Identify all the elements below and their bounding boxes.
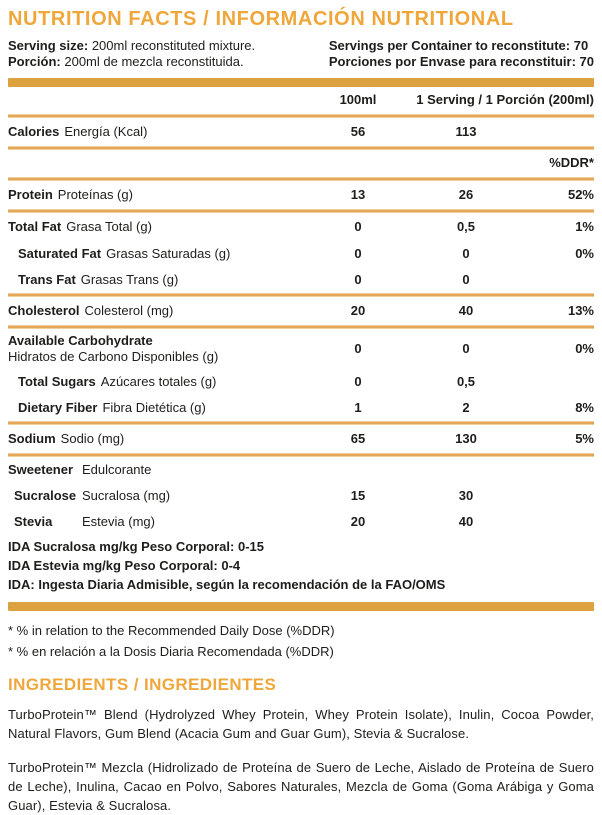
serving-size-en bbox=[8, 38, 255, 54]
ingredients-paragraph-en: TurboProtein™ Blend (Hydrolyzed Whey Protein, Whey Protein Isolate), Inulin, Cocoa Powder, Natural Flavors, Gum Blend (Acacia Gum and Guar Gum), Stevia & Sucralose. bbox=[8, 707, 594, 742]
nutrient-name-es: Edulcorante bbox=[82, 461, 152, 477]
value-100ml: 0 bbox=[354, 245, 362, 261]
servings-per-container-en: Servings per Container to reconstitute: 70 bbox=[328, 38, 589, 53]
column-header-serving: 1 Serving / 1 Porción (200ml) bbox=[416, 92, 594, 108]
serving-size-block bbox=[8, 38, 255, 70]
nutrient-name-es: Sodio (mg) bbox=[60, 430, 125, 446]
nutrient-name-es: Azúcares totales (g) bbox=[100, 373, 217, 389]
nutrient-name-en: Sweetener bbox=[8, 461, 74, 477]
serving-size-es bbox=[8, 54, 255, 70]
value-serving: 0,5 bbox=[456, 218, 476, 234]
ddr-footnote-es: * % en relación a la Dosis Diaria Recomendada (%DDR) bbox=[8, 644, 334, 659]
value-ddr: 0% bbox=[575, 340, 594, 356]
column-header-ddr: %DDR* bbox=[549, 155, 594, 171]
serving-info bbox=[8, 38, 594, 70]
value-100ml: 0 bbox=[354, 271, 362, 287]
row-trans-fat bbox=[8, 267, 594, 293]
column-header-100ml: 100ml bbox=[339, 92, 377, 108]
value-100ml: 0 bbox=[354, 218, 362, 234]
nutrient-name-en: Protein bbox=[8, 186, 53, 202]
nutrient-name-en: Sodium bbox=[8, 430, 56, 446]
row-sodium bbox=[8, 425, 594, 453]
row-total-sugars bbox=[8, 369, 594, 395]
value-100ml: 56 bbox=[350, 123, 366, 139]
ingredients-paragraph-es: TurboProtein™ Mezcla (Hidrolizado de Proteína de Suero de Leche, Aislado de Proteína de Suero de Leche), Inulina, Cacao en Polvo, Sabores Naturales, Mezcla de Goma (Goma Arábiga y Goma Guar), Estevia & Sucralosa. bbox=[8, 760, 594, 814]
row-cholesterol bbox=[8, 297, 594, 325]
nutrient-name-es: Sucralosa (mg) bbox=[82, 487, 171, 503]
row-ddr-header bbox=[8, 150, 594, 177]
ida-note-stevia: IDA Estevia mg/kg Peso Corporal: 0-4 bbox=[8, 558, 241, 573]
row-stevia bbox=[8, 509, 594, 535]
value-100ml: 0 bbox=[354, 340, 362, 356]
row-total-fat bbox=[8, 213, 594, 241]
value-serving: 26 bbox=[458, 186, 474, 202]
thick-divider-bar bbox=[8, 602, 594, 611]
nutrient-name-es: Proteínas (g) bbox=[57, 186, 133, 202]
value-ddr: 1% bbox=[575, 218, 594, 234]
nutrient-name-en: Calories bbox=[8, 123, 60, 139]
serving-size-label-en: Serving size: bbox=[8, 38, 89, 53]
value-100ml: 0 bbox=[354, 373, 362, 389]
nutrient-name-en: Trans Fat bbox=[18, 271, 76, 287]
value-serving: 40 bbox=[458, 302, 474, 318]
servings-per-container-es: Porciones por Envase para reconstituir: 70 bbox=[328, 54, 594, 69]
row-calories bbox=[8, 118, 594, 146]
value-serving: 0 bbox=[462, 271, 470, 287]
serving-size-label-es: Porción: bbox=[8, 54, 61, 69]
nutrient-name-es: Energía (Kcal) bbox=[64, 123, 148, 139]
nutrient-name-en: Stevia bbox=[14, 513, 53, 529]
value-100ml: 15 bbox=[350, 487, 366, 503]
nutrient-name-en: Sucralose bbox=[14, 487, 77, 503]
nutrient-name-en: Cholesterol bbox=[8, 302, 80, 318]
nutrient-name-en: Total Sugars bbox=[18, 373, 96, 389]
value-100ml: 65 bbox=[350, 430, 366, 446]
nutrient-name-en: Total Fat bbox=[8, 218, 62, 234]
nutrient-name-es: Hidratos de Carbono Disponibles (g) bbox=[8, 349, 219, 364]
value-ddr: 13% bbox=[567, 302, 594, 318]
value-ddr: 8% bbox=[575, 399, 594, 415]
nutrient-name-es: Colesterol (mg) bbox=[84, 302, 174, 318]
nutrient-name-es: Fibra Dietética (g) bbox=[102, 399, 206, 415]
row-sweetener bbox=[8, 457, 594, 483]
nutrient-name-en: Saturated Fat bbox=[18, 245, 102, 261]
value-100ml: 20 bbox=[350, 513, 366, 529]
nutrient-name-es: Estevia (mg) bbox=[82, 513, 155, 529]
row-available-carbohydrate bbox=[8, 329, 594, 369]
serving-size-value-en: 200ml reconstituted mixture. bbox=[91, 38, 256, 53]
page-title: NUTRITION FACTS / INFORMACIÓN NUTRITIONAL bbox=[8, 8, 514, 30]
ddr-footnotes bbox=[8, 620, 594, 662]
value-ddr: 52% bbox=[567, 186, 594, 202]
value-serving: 0,5 bbox=[456, 373, 476, 389]
ida-note-sucralose: IDA Sucralosa mg/kg Peso Corporal: 0-15 bbox=[8, 539, 264, 554]
value-ddr: 0% bbox=[575, 245, 594, 261]
value-100ml: 1 bbox=[354, 399, 362, 415]
nutrient-name-es: Grasa Total (g) bbox=[66, 218, 152, 234]
nutrient-name-en: Dietary Fiber bbox=[18, 399, 98, 415]
value-ddr: 5% bbox=[575, 430, 594, 446]
value-serving: 113 bbox=[455, 123, 477, 139]
nutrient-name-en: Available Carbohydrate bbox=[8, 332, 153, 348]
value-100ml: 20 bbox=[350, 302, 366, 318]
row-dietary-fiber bbox=[8, 395, 594, 421]
value-serving: 30 bbox=[458, 487, 474, 503]
thick-divider-bar bbox=[8, 78, 594, 87]
value-serving: 0 bbox=[462, 245, 470, 261]
table-header-row bbox=[8, 87, 594, 114]
ida-note-definition: IDA: Ingesta Diaria Admisible, según la recomendación de la FAO/OMS bbox=[8, 577, 446, 592]
ddr-footnote-en: * % in relation to the Recommended Daily Dose (%DDR) bbox=[8, 623, 335, 638]
servings-per-container-block bbox=[329, 38, 594, 70]
value-serving: 2 bbox=[462, 399, 470, 415]
serving-size-value-es: 200ml de mezcla reconstituida. bbox=[64, 54, 244, 69]
value-serving: 0 bbox=[462, 340, 470, 356]
value-100ml: 13 bbox=[350, 186, 366, 202]
row-saturated-fat bbox=[8, 241, 594, 267]
nutrient-name-es: Grasas Saturadas (g) bbox=[106, 245, 231, 261]
row-protein bbox=[8, 181, 594, 209]
value-serving: 40 bbox=[458, 513, 474, 529]
ida-notes bbox=[8, 537, 594, 594]
row-sucralose bbox=[8, 483, 594, 509]
value-serving: 130 bbox=[455, 430, 477, 446]
nutrient-name-es: Grasas Trans (g) bbox=[80, 271, 179, 287]
ingredients-heading: INGREDIENTS / INGREDIENTES bbox=[8, 675, 277, 694]
